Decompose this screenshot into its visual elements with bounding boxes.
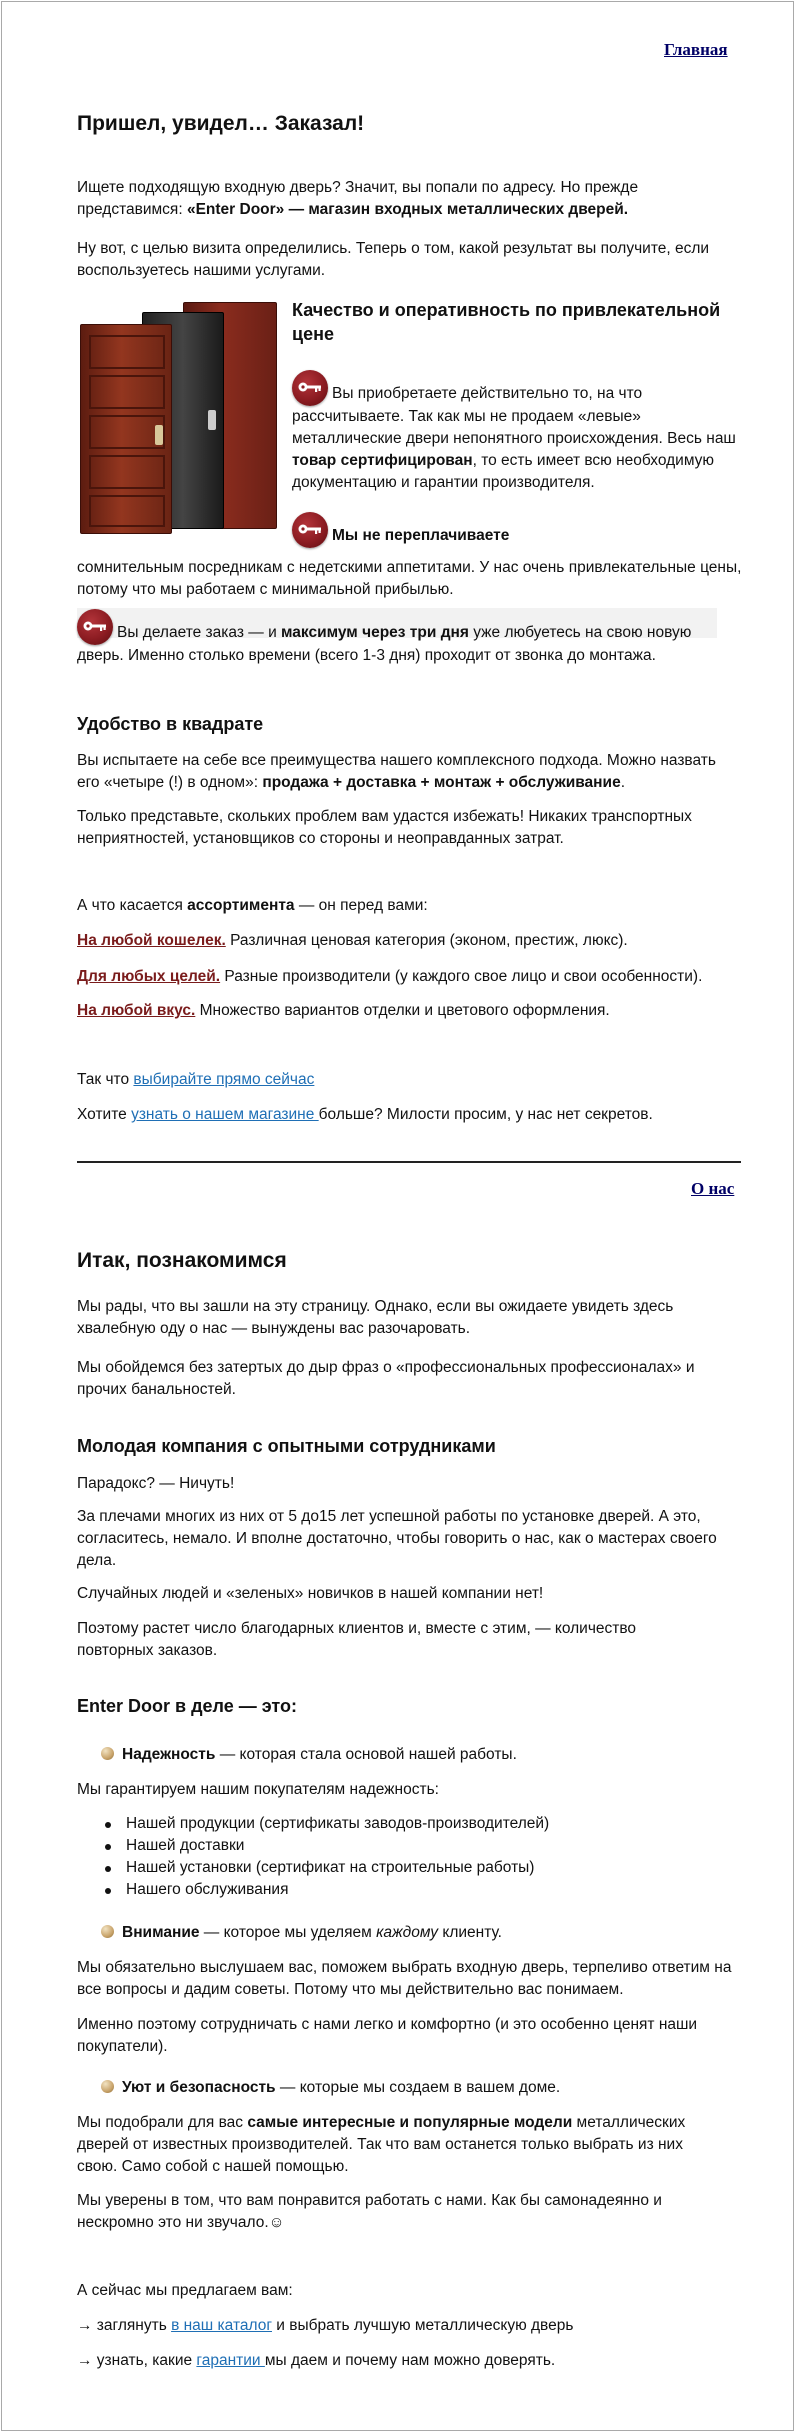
quality-benefit-1: Вы приобретаете действительно то, на что рассчитываете. Так как мы не продаем «левые» металлические двери непонятного происхождения. Весь наш товар сертифицирован, то есть имеет всю необходимую документацию и гарантии производителя. (292, 370, 742, 494)
list-item: Нашего обслуживания (101, 1879, 701, 1901)
attention-paragraph-1: Мы обязательно выслушаем вас, поможем выбрать входную дверь, терпеливо ответим на все вопросы и дадим советы. Потому что мы действительно вас понимаем. (77, 1959, 732, 1998)
assortment-lead: А что касается ассортимента — он перед вами: (77, 897, 428, 914)
reliability-paragraph: Мы гарантируем нашим покупателям надежность: (77, 1781, 439, 1798)
key-icon (292, 370, 328, 406)
doors-image (80, 302, 280, 542)
quality-benefit-2-start: Мы не переплачиваете (292, 512, 742, 548)
no-novices-paragraph: Случайных людей и «зеленых» новичков в нашей компании нет! (77, 1585, 544, 1602)
convenience-paragraph-2: Только представьте, скольких проблем вам удастся избежать! Никаких транспортных неприятностей, установщиков со стороны и неоправданных затрат. (77, 808, 692, 847)
list-item: Нашей установки (сертификат на строительные работы) (101, 1857, 701, 1879)
door-handle (208, 410, 216, 430)
assortment-link-wallet[interactable]: На любой кошелек. (77, 932, 226, 949)
cta-line-1: Так что выбирайте прямо сейчас (77, 1071, 315, 1088)
paradox-line: Парадокс? — Ничуть! (77, 1475, 235, 1492)
assortment-link-taste[interactable]: На любой вкус. (77, 1002, 196, 1019)
assortment-item: Для любых целей. Разные производители (у каждого свое лицо и свои особенности). (77, 968, 703, 985)
cta-line-2: Хотите узнать о нашем магазине больше? Милости просим, у нас нет секретов. (77, 1106, 653, 1123)
quality-benefit-2-cont: сомнительным посредникам с недетскими аппетитами. У нас очень привлекательные цены, потому что мы работаем с минимальной прибылью. (77, 559, 742, 598)
catalog-link[interactable]: в наш каталог (171, 2317, 272, 2334)
intro-paragraph-2: Ну вот, с целью визита определились. Теперь о том, какой результат вы получите, если воспользуетесь нашими услугами. (77, 240, 710, 279)
assortment-link-purpose[interactable]: Для любых целей. (77, 968, 221, 985)
clients-paragraph: Поэтому растет число благодарных клиентов и, вместе с этим, — количество повторных заказов. (77, 1620, 637, 1659)
nav-about-link[interactable]: О нас (691, 1179, 735, 1198)
comfort-paragraph-1: Мы подобрали для вас самые интересные и популярные модели металлических дверей от известных производителей. Так что вам останется только выбрать из них свою. Само собой с нашей помощью. (77, 2114, 686, 2175)
key-icon (77, 609, 113, 645)
bullet-icon (101, 1747, 114, 1760)
convenience-heading: Удобство в квадрате (77, 714, 264, 734)
deal-heading: Enter Door в деле — это: (77, 1696, 297, 1716)
key-icon (292, 512, 328, 548)
experience-paragraph: За плечами многих из них от 5 до15 лет успешной работы по установке дверей. А это, согласитесь, немало. И вполне достаточно, чтобы говорить о нас, как о мастерах своего дела. (77, 1508, 717, 1569)
bullet-icon (101, 1925, 114, 1938)
nav-home-link[interactable]: Главная (664, 40, 728, 59)
assortment-item: На любой кошелек. Различная ценовая категория (эконом, престиж, люкс). (77, 932, 628, 949)
quality-benefit-3: Вы делаете заказ — и максимум через три дня уже любуетесь на свою новую дверь. Именно столько времени (всего 1-3 дня) проходит от звонка до монтажа. (77, 609, 737, 667)
intro-p1-text: Ищете подходящую входную дверь? Значит, вы попали по адресу. Но прежде представимся: (77, 179, 639, 218)
section-divider (77, 1161, 741, 1163)
reliability-list (101, 1813, 701, 1901)
about-title: Итак, познакомимся (77, 1249, 287, 1272)
company-heading: Молодая компания с опытными сотрудниками (77, 1436, 496, 1456)
list-item: Нашей доставки (101, 1835, 701, 1857)
comfort-paragraph-2: Мы уверены в том, что вам понравится работать с нами. Как бы самонадеянно и нескромно это ни звучало.☺ (77, 2192, 662, 2231)
bullet-icon (101, 2080, 114, 2093)
quality-heading: Качество и оперативность по привлекательной цене (292, 300, 721, 344)
intro-paragraph-1 (77, 177, 737, 221)
about-shop-link[interactable]: узнать о нашем магазине (131, 1106, 319, 1123)
offer-guarantees: → узнать, какие гарантии мы даем и почему нам можно доверять. (77, 2352, 556, 2369)
door-front (80, 324, 172, 534)
assortment-item: На любой вкус. Множество вариантов отделки и цветового оформления. (77, 1002, 610, 1019)
list-item: Нашей продукции (сертификаты заводов-производителей) (101, 1813, 701, 1835)
reliability-item: Надежность — которая стала основой нашей работы. (101, 1744, 517, 1766)
about-paragraph-1: Мы рады, что вы зашли на эту страницу. Однако, если вы ожидаете увидеть здесь хвалебную оду о нас — вынуждены вас разочаровать. (77, 1298, 674, 1337)
attention-item: Внимание — которое мы уделяем каждому клиенту. (101, 1922, 502, 1944)
intro-p1-bold: «Enter Door» — магазин входных металлических дверей. (186, 201, 629, 218)
choose-now-link[interactable]: выбирайте прямо сейчас (133, 1071, 315, 1088)
page-title: Пришел, увидел… Заказал! (77, 112, 365, 135)
comfort-item: Уют и безопасность — которые мы создаем в вашем доме. (101, 2077, 560, 2099)
offer-lead: А сейчас мы предлагаем вам: (77, 2282, 293, 2299)
offer-catalog: → заглянуть в наш каталог и выбрать лучшую металлическую дверь (77, 2317, 574, 2334)
about-paragraph-2: Мы обойдемся без затертых до дыр фраз о «профессиональных профессионалах» и прочих банальностей. (77, 1359, 695, 1398)
attention-paragraph-2: Именно поэтому сотрудничать с нами легко и комфортно (и это особенно ценят наши покупатели). (77, 2016, 698, 2055)
convenience-paragraph-1: Вы испытаете на себе все преимущества нашего комплексного подхода. Можно назвать его «четыре (!) в одном»: продажа + доставка + монтаж + обслуживание. (77, 752, 716, 791)
guarantees-link[interactable]: гарантии (196, 2352, 265, 2369)
